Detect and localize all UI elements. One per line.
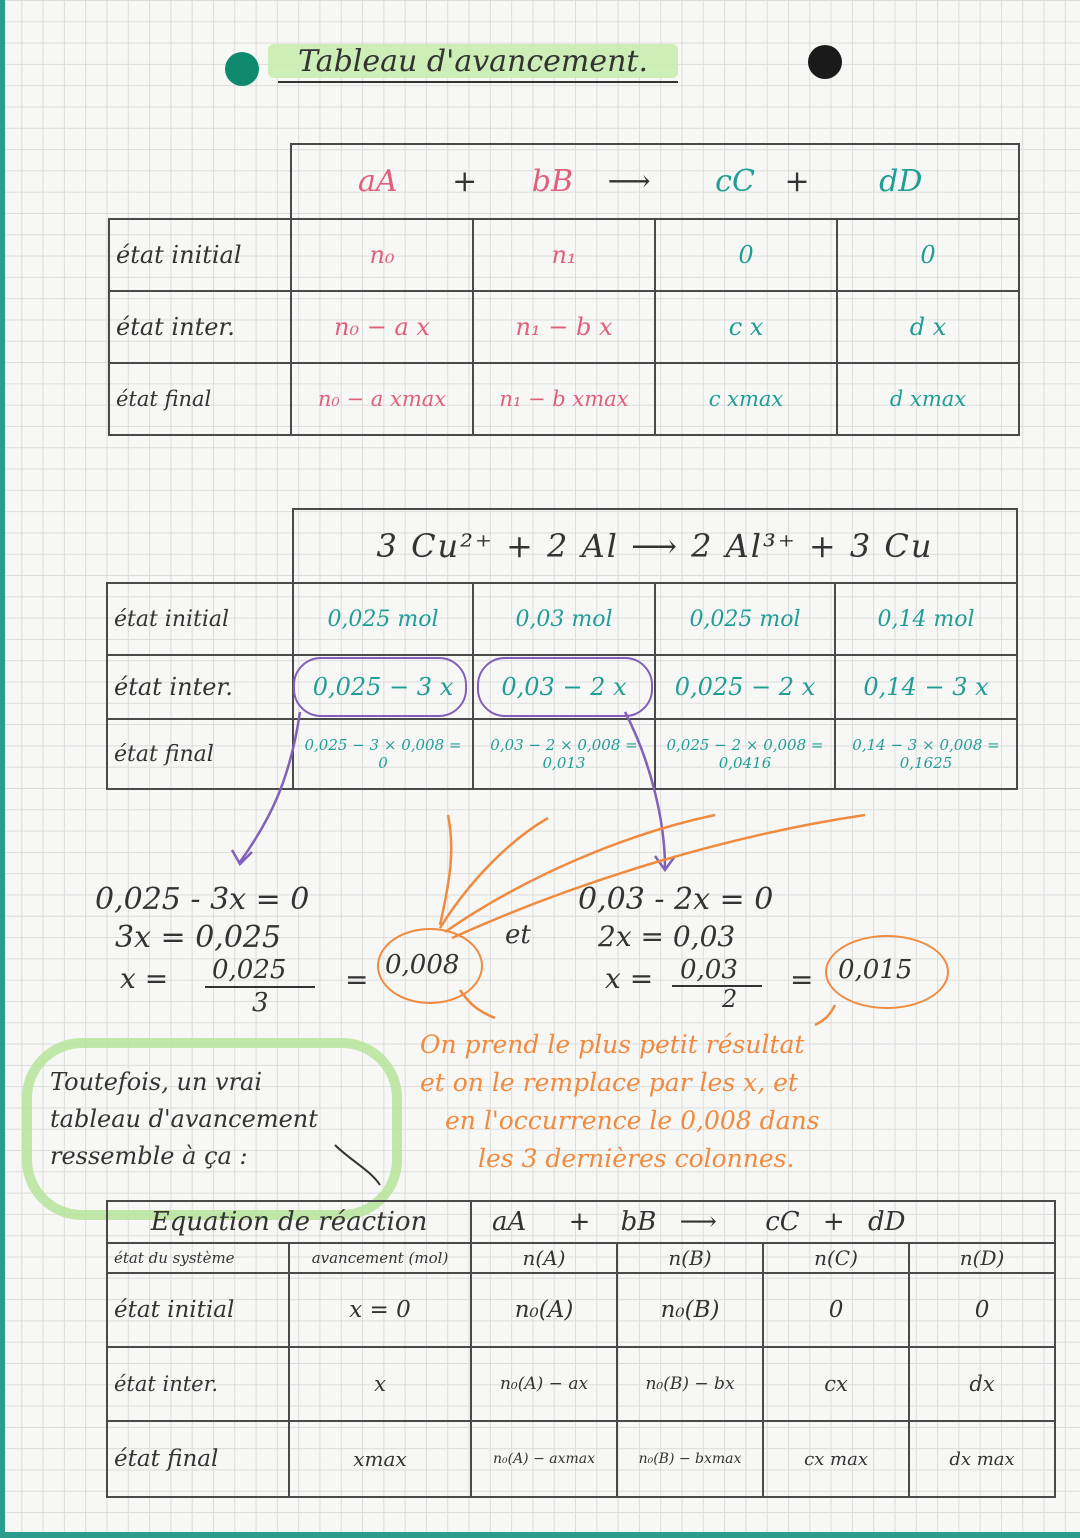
table-cell: 0,03 − 2 × 0,008 = 0,013	[473, 719, 655, 789]
eq-term: dD	[879, 164, 923, 199]
table-cell: d xmax	[837, 363, 1019, 435]
eq-plus: +	[568, 1207, 591, 1237]
row-label: état final	[109, 363, 291, 435]
calc1-denominator: 3	[252, 988, 269, 1018]
table-cell: n₀	[291, 219, 473, 291]
table-cell: n₀(A)	[471, 1273, 617, 1347]
table-cell: 0	[763, 1273, 909, 1347]
adv-cell: x	[289, 1347, 471, 1421]
green-note-line: ressemble à ça :	[50, 1142, 248, 1170]
table-cell: d x	[837, 291, 1019, 363]
page-title: Tableau d'avancement.	[298, 44, 649, 79]
eq-term: aA	[492, 1207, 527, 1237]
green-note-line: Toutefois, un vrai	[50, 1068, 263, 1096]
adv-cell: x = 0	[289, 1273, 471, 1347]
eq-arrow: ⟶	[607, 164, 651, 199]
eq-arrow: ⟶	[679, 1207, 717, 1237]
sub-header: état du système	[107, 1243, 289, 1273]
table-cell: dx	[909, 1347, 1055, 1421]
row-label: état final	[107, 1421, 289, 1497]
table-cell: cx max	[763, 1421, 909, 1497]
table-cell: n₀ − a xmax	[291, 363, 473, 435]
green-note-line: tableau d'avancement	[50, 1105, 318, 1133]
table-cell: c xmax	[655, 363, 837, 435]
table-cell: 0,025 − 2 × 0,008 = 0,0416	[655, 719, 835, 789]
note-line: en l'occurrence le 0,008 dans	[445, 1106, 820, 1135]
eq-plus: +	[822, 1207, 845, 1237]
calc2-result: 0,015	[838, 955, 913, 985]
table-cell: dx max	[909, 1421, 1055, 1497]
calc2-line2: 2x = 0,03	[598, 920, 736, 953]
calc1-result: 0,008	[385, 950, 460, 980]
note-line: On prend le plus petit résultat	[420, 1030, 805, 1059]
table-cell: 0	[909, 1273, 1055, 1347]
calc2-line3-lhs: x =	[605, 962, 654, 995]
eq-term: aA	[358, 164, 398, 199]
table-cell: cx	[763, 1347, 909, 1421]
table-cell: n₀(A) − axmax	[471, 1421, 617, 1497]
eq-plus: +	[784, 164, 810, 199]
table-cell: c x	[655, 291, 837, 363]
row-label: état initial	[109, 219, 291, 291]
row-label: état inter.	[107, 655, 293, 719]
table-cell: 0,025 − 3 × 0,008 = 0	[293, 719, 473, 789]
table-cell: 0,14 − 3 × 0,008 = 0,1625	[835, 719, 1017, 789]
calc1-line2: 3x = 0,025	[115, 920, 282, 955]
table-cell: n₁	[473, 219, 655, 291]
table-cell: n₀(B) − bx	[617, 1347, 763, 1421]
table-cell: n₀ − a x	[291, 291, 473, 363]
table-cell: 0	[837, 219, 1019, 291]
table-cell: 0	[655, 219, 837, 291]
note-line: les 3 dernières colonnes.	[478, 1144, 795, 1173]
table-cell: 0,025 − 3 x	[293, 655, 473, 719]
table-cell: 0,14 − 3 x	[835, 655, 1017, 719]
calc1-numerator: 0,025	[212, 955, 287, 985]
connector-text: et	[505, 920, 531, 950]
table-cell: 0,03 − 2 x	[473, 655, 655, 719]
fraction-bar	[672, 985, 762, 987]
calc1-line1: 0,025 - 3x = 0	[95, 882, 310, 917]
row-label: état inter.	[107, 1347, 289, 1421]
calc2-equals: =	[790, 963, 814, 996]
table2-equation: 3 Cu²⁺ + 2 Al ⟶ 2 Al³⁺ + 3 Cu	[293, 509, 1017, 583]
table-cell: n₁ − b x	[473, 291, 655, 363]
eq-term: bB	[620, 1207, 657, 1237]
calc1-equals: =	[345, 963, 369, 996]
table-cell: n₀(A) − ax	[471, 1347, 617, 1421]
calc2-denominator: 2	[722, 985, 738, 1013]
table-cell: n₀(B)	[617, 1273, 763, 1347]
adv-cell: xmax	[289, 1421, 471, 1497]
equation-header: Equation de réaction	[107, 1201, 471, 1243]
eq-term: bB	[531, 164, 574, 199]
row-label: état final	[107, 719, 293, 789]
sub-header: n(C)	[763, 1243, 909, 1273]
eq-plus: +	[452, 164, 478, 199]
calc2-line1: 0,03 - 2x = 0	[578, 882, 774, 917]
row-label: état initial	[107, 583, 293, 655]
calc1-line3-lhs: x =	[120, 962, 169, 995]
table-cell: 0,03 mol	[473, 583, 655, 655]
sub-header: n(B)	[617, 1243, 763, 1273]
eq-term: cC	[715, 164, 755, 199]
sub-header: n(A)	[471, 1243, 617, 1273]
table-cell: n₀(B) − bxmax	[617, 1421, 763, 1497]
sub-header: avancement (mol)	[289, 1243, 471, 1273]
table-real-advancement	[106, 1200, 1056, 1498]
table-cell: 0,025 mol	[293, 583, 473, 655]
eq-term: dD	[867, 1207, 906, 1237]
table-cell: 0,025 mol	[655, 583, 835, 655]
row-label: état inter.	[109, 291, 291, 363]
table-cell: 0,025 − 2 x	[655, 655, 835, 719]
table-cell: n₁ − b xmax	[473, 363, 655, 435]
table3-equation	[471, 1201, 1055, 1243]
calc2-numerator: 0,03	[680, 955, 738, 985]
sub-header: n(D)	[909, 1243, 1055, 1273]
row-label: état initial	[107, 1273, 289, 1347]
note-line: et on le remplace par les x, et	[420, 1068, 798, 1097]
eq-term: cC	[765, 1207, 800, 1237]
table-cell: 0,14 mol	[835, 583, 1017, 655]
